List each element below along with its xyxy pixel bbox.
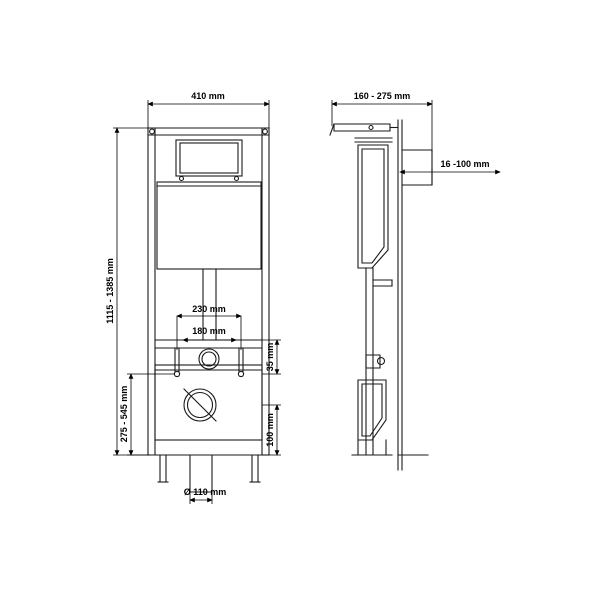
flush-plate-opening-inner <box>180 143 238 173</box>
side-waste-bend-inner <box>362 384 382 436</box>
cistern-body <box>157 182 261 269</box>
fixing-hole-top-right <box>263 129 268 134</box>
bracket-hole <box>369 126 373 130</box>
label-offset-outlet: 100 mm <box>265 413 275 447</box>
flush-plate-opening <box>176 140 242 176</box>
side-cistern-profile-inner <box>362 149 384 263</box>
label-depth-range: 160 - 275 mm <box>353 91 411 101</box>
bolt-head-right <box>238 371 243 376</box>
wall-panel <box>402 150 432 185</box>
bolt-head-left <box>174 371 179 376</box>
label-height-lower-range: 275 - 545 mm <box>119 385 129 443</box>
side-view <box>330 120 432 470</box>
flush-connector-ring-inner <box>202 352 216 366</box>
label-bracket-spacing: 230 mm <box>192 304 226 314</box>
wall-bracket <box>334 124 390 131</box>
fixing-hole-top-left <box>150 129 155 134</box>
lower-panel <box>155 365 262 440</box>
label-outlet-diameter: Ø 110 mm <box>183 487 227 497</box>
label-bolt-spacing: 180 mm <box>192 326 226 336</box>
flush-fix-right <box>235 177 239 181</box>
label-offset-small: 35 mm <box>265 342 275 372</box>
side-flush-nozzle <box>378 358 385 365</box>
label-height-range: 1115 - 1385 mm <box>105 258 115 324</box>
label-wall-offset: 16 -100 mm <box>440 159 490 169</box>
flush-fix-left <box>180 177 184 181</box>
label-width-410: 410 mm <box>191 91 225 101</box>
